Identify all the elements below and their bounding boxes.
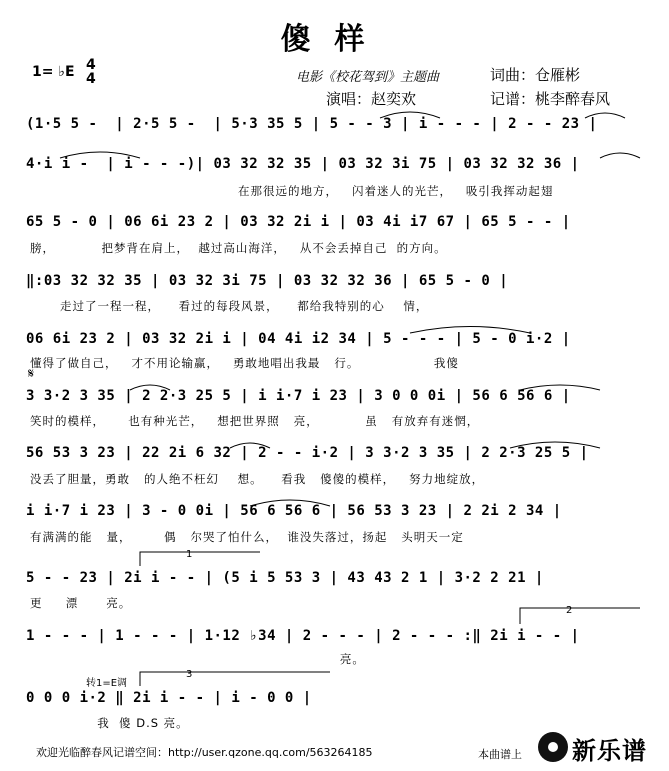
- system-1-notes: (1·5 5 - | 2·5 5 - | 5·3 35 5 | 5 - - 3 | i - - - | 2 - - 23 |: [26, 116, 598, 132]
- footer-uploader: 本曲谱上: [478, 748, 522, 761]
- system-5-notes: 06 6i 23 2 | 03 32 2i i | 04 4i i2 34 | 5 - - - | 5 - 0 i·2 |: [26, 331, 571, 347]
- modulation-mark: 转1=E调: [86, 678, 128, 689]
- system-5-lyrics: 懂得了做自己， 才不用论输赢， 勇敢地唱出我最 行。 我傻: [30, 356, 459, 370]
- slur-mark: [410, 327, 530, 334]
- system-9-notes: 5 - - 23 | 2i i - - | (5 i 5 53 3 | 43 43 2 1 | 3·2 2 21 |: [26, 570, 544, 586]
- transcriber-credit: 记谱：桃李醉春风: [490, 90, 611, 108]
- system-8-lyrics: 有满满的能 量， 偶 尔哭了怕什么， 谁没失落过，扬起 头明天一定: [30, 530, 464, 544]
- volta-bracket: [140, 552, 260, 566]
- volta-3-label: 3: [186, 669, 193, 680]
- system-3-notes: 65 5 - 0 | 06 6i 23 2 | 03 32 2i i | 03 4i i7 67 | 65 5 - - |: [26, 214, 571, 230]
- song-source: 电影《校花驾到》主题曲: [296, 70, 440, 85]
- slur-mark: [585, 113, 625, 118]
- slur-mark: [130, 385, 170, 390]
- slur-mark: [520, 385, 600, 390]
- slur-mark: [600, 153, 640, 158]
- system-3-lyrics: 膀， 把梦背在肩上， 越过高山海洋， 从不会丢掉自己 的方向。: [30, 241, 447, 255]
- lyricist-credit: 词曲：仓雁彬: [490, 66, 581, 84]
- system-2-notes: 4·i i - | i - - -)| 03 32 32 35 | 03 32 3i 75 | 03 32 32 36 |: [26, 156, 580, 172]
- system-4-lyrics: 走过了一程一程， 看过的每段风景， 都给我特别的心 情，: [60, 299, 429, 313]
- slur-mark: [60, 152, 140, 158]
- system-4-notes: ‖:03 32 32 35 | 03 32 3i 75 | 03 32 32 36 | 65 5 - 0 |: [26, 273, 509, 289]
- footer-promo: 欢迎光临醉春风记谱空间：http://user.qzone.qq.com/563264185: [36, 746, 373, 759]
- song-title: 傻样: [280, 22, 389, 57]
- slur-mark: [250, 500, 330, 506]
- slur-mark: [510, 442, 600, 448]
- volta-bracket: [520, 608, 640, 624]
- system-10-lyrics: 亮。: [0, 652, 365, 666]
- system-10-notes: 1 - - - | 1 - - - | 1·12 ♭34 | 2 - - - | 2 - - - :‖ 2i i - - |: [26, 628, 580, 644]
- system-2-lyrics: 在那很远的地方， 闪着迷人的光芒， 吸引我挥动起翅: [238, 184, 554, 198]
- system-6-lyrics: 笑时的模样， 也有种光芒， 想把世界照 亮， 虽 有放弃有迷惘，: [30, 414, 480, 428]
- system-6-notes: 3 3·2 3 35 | 2 2·3 25 5 | i i·7 i 23 | 3 0 0 0i | 56 6 56 6 |: [26, 388, 571, 404]
- singer-credit: 演唱：赵奕欢: [326, 90, 417, 108]
- system-11-lyrics: 我 傻 D.S 亮。: [60, 716, 189, 730]
- system-7-lyrics: 没丢了胆量，勇敢 的人绝不枉幻 想。 看我 傻傻的模样， 努力地绽放，: [30, 472, 485, 486]
- slur-mark: [230, 443, 270, 448]
- time-signature-top: 4: [86, 57, 96, 73]
- brand-name: 新乐谱: [572, 737, 647, 765]
- slur-mark: [380, 112, 440, 118]
- volta-1-label: 1: [186, 549, 193, 560]
- key-signature: 1= ♭E: [32, 64, 75, 80]
- segno-mark: 𝄋: [28, 366, 35, 382]
- volta-2-label: 2: [566, 605, 573, 616]
- time-signature-bottom: 4: [86, 71, 96, 87]
- system-7-notes: 56 53 3 23 | 22 2i 6 32 | 2 - - i·2 | 3 3·2 3 35 | 2 2·3 25 5 |: [26, 445, 589, 461]
- system-9-lyrics: 更 漂 亮。: [30, 596, 132, 610]
- system-11-notes: 0 0 0 i·2 ‖ 2i i - - | i - 0 0 |: [26, 690, 312, 706]
- volta-bracket: [140, 672, 330, 686]
- system-8-notes: i i·7 i 23 | 3 - 0 0i | 56 6 56 6 | 56 53 3 23 | 2 2i 2 34 |: [26, 503, 562, 519]
